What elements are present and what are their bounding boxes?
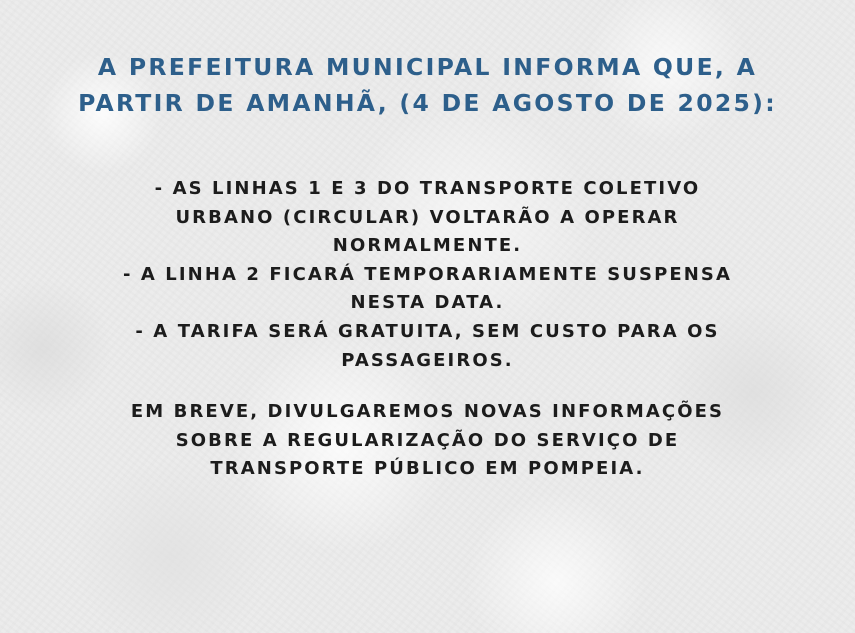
bullet-line: - A LINHA 2 FICARÁ TEMPORARIAMENTE SUSPENSA xyxy=(122,263,733,285)
closing-line: TRANSPORTE PÚBLICO EM POMPEIA. xyxy=(210,458,645,480)
bullet-line: - A TARIFA SERÁ GRATUITA, SEM CUSTO PARA OS xyxy=(135,320,720,342)
bullet-line: NORMALMENTE. xyxy=(332,235,523,257)
notice-bullet-list xyxy=(40,175,815,375)
closing-line: SOBRE A REGULARIZAÇÃO DO SERVIÇO DE xyxy=(175,429,680,451)
headline-line: PARTIR DE AMANHÃ, (4 DE AGOSTO DE 2025): xyxy=(78,89,777,117)
notice-closing-paragraph xyxy=(40,398,815,484)
headline-line: A PREFEITURA MUNICIPAL INFORMA QUE, A xyxy=(97,53,758,81)
bullet-line: PASSAGEIROS. xyxy=(341,349,514,371)
bullet-line: URBANO (CIRCULAR) VOLTARÃO A OPERAR xyxy=(175,206,680,228)
bullet-line: NESTA DATA. xyxy=(350,292,505,314)
closing-line: EM BREVE, DIVULGAREMOS NOVAS INFORMAÇÕES xyxy=(130,401,725,422)
bullet-line: - AS LINHAS 1 E 3 DO TRANSPORTE COLETIVO xyxy=(154,178,701,199)
notice-headline xyxy=(30,49,825,121)
